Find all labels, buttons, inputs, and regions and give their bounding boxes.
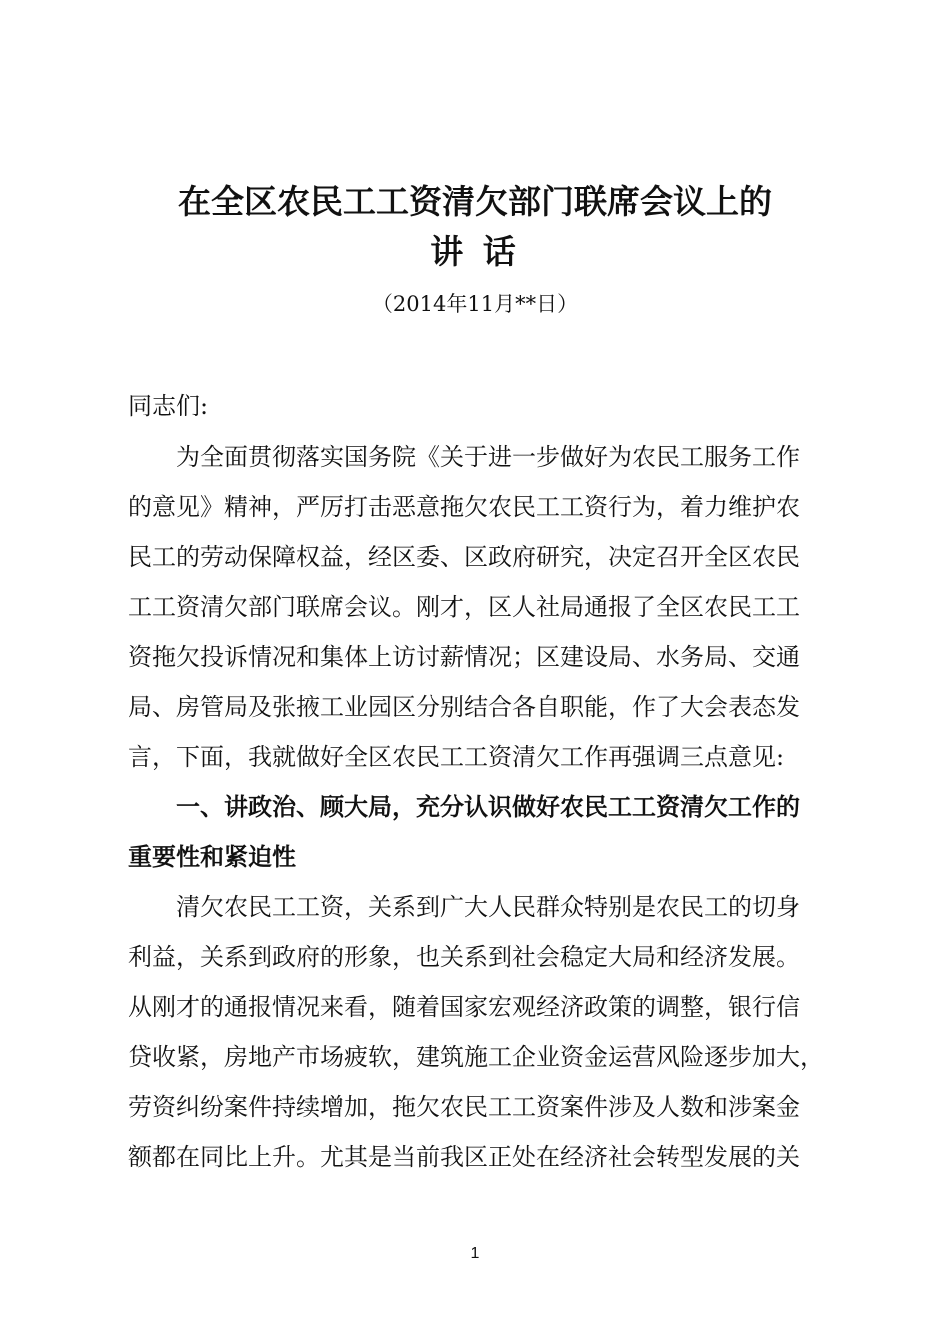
body-line: 从刚才的通报情况来看，随着国家宏观经济政策的调整，银行信 [128, 993, 800, 1021]
body-line: 清欠农民工工资，关系到广大人民群众特别是农民工的切身 [128, 893, 800, 921]
section-heading-line: 一、讲政治、顾大局，充分认识做好农民工工资清欠工作的 [128, 793, 800, 821]
body-line: 资拖欠投诉情况和集体上访讨薪情况；区建设局、水务局、交通 [128, 643, 800, 671]
body-line: 额都在同比上升。尤其是当前我区正处在经济社会转型发展的关 [128, 1143, 800, 1171]
body-line: 劳资纠纷案件持续增加，拖欠农民工工资案件涉及人数和涉案金 [128, 1093, 800, 1121]
section-heading-line: 重要性和紧迫性 [128, 843, 296, 871]
body-line: 为全面贯彻落实国务院《关于进一步做好为农民工服务工作 [128, 443, 800, 471]
document-title-line1: 在全区农民工工资清欠部门联席会议上的 [178, 182, 772, 221]
body-line: 局、房管局及张掖工业园区分别结合各自职能，作了大会表态发 [128, 693, 800, 721]
body-line: 民工的劳动保障权益，经区委、区政府研究，决定召开全区农民 [128, 543, 800, 571]
body-line: 利益，关系到政府的形象，也关系到社会稳定大局和经济发展。 [128, 943, 800, 971]
body-line: 的意见》精神，严厉打击恶意拖欠农民工工资行为，着力维护农 [128, 493, 800, 521]
body-line: 贷收紧，房地产市场疲软，建筑施工企业资金运营风险逐步加大， [128, 1043, 824, 1071]
page-number: 1 [470, 1245, 480, 1262]
document-title-line2: 讲 话 [430, 232, 520, 271]
salutation: 同志们: [128, 392, 209, 420]
document-date: （2014年11月**日） [371, 292, 579, 316]
body-line: 工工资清欠部门联席会议。刚才，区人社局通报了全区农民工工 [128, 593, 800, 621]
body-line: 言，下面，我就做好全区农民工工资清欠工作再强调三点意见: [128, 743, 785, 771]
